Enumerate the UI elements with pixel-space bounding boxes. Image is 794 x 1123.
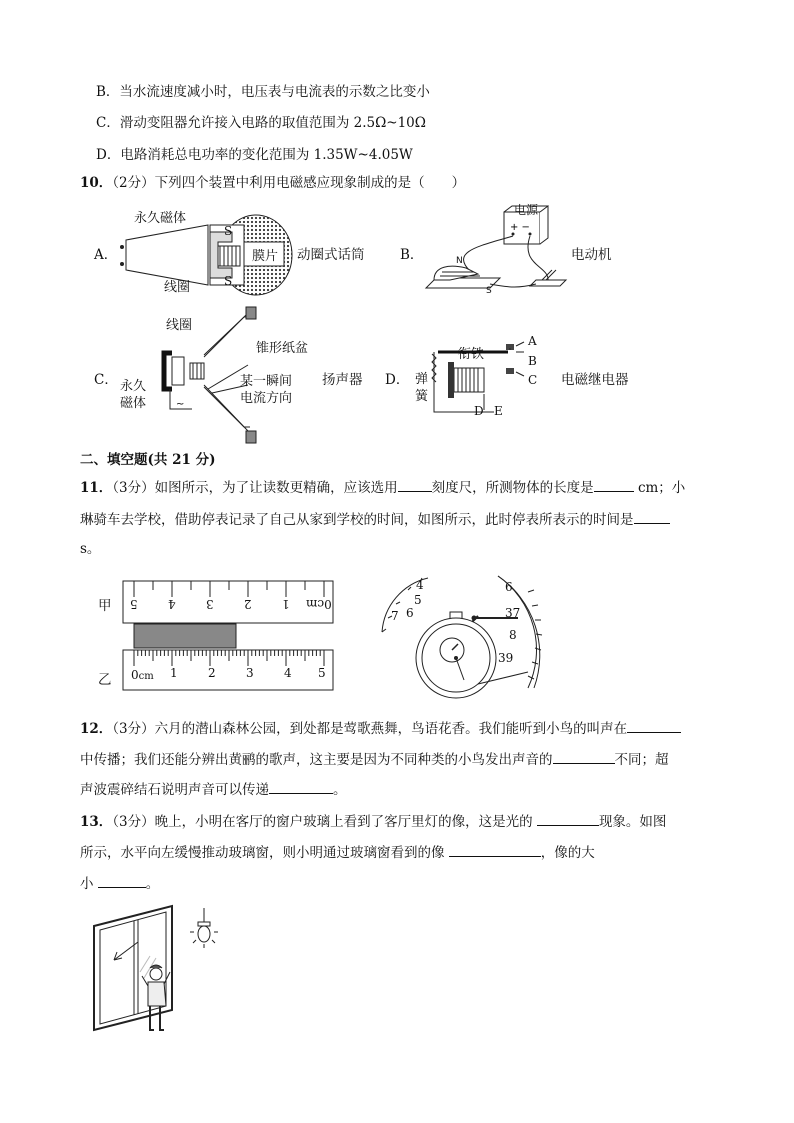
motor-s-label: S — [486, 286, 492, 296]
q9-option-c: C．滑动变阻器允许接入电路的取值范围为 2.5Ω~10Ω — [96, 115, 426, 131]
mic-magnet-label: 永久磁体 — [134, 211, 187, 226]
q12-text-2b: 不同；超 — [614, 752, 669, 768]
relay-terminal-a: A — [528, 334, 537, 348]
relay-spring-label-1: 弹 — [415, 372, 429, 387]
q11-text-2: 琳骑车去学校，借助停表记录了自己从家到学校的时间，如图所示，此时停表所表示的时间是 — [80, 512, 634, 528]
q12-blank-3[interactable] — [269, 779, 333, 794]
q10-b-letter: B． — [400, 247, 424, 263]
relay-terminal-e: E — [494, 404, 503, 418]
ruler-yi-tick-0 — [131, 668, 154, 682]
relay-terminal-c: C — [528, 373, 538, 387]
stopwatch-inner-6: 6 — [406, 606, 414, 620]
q12-text-3a: 声波震碎结石说明声音可以传递 — [80, 782, 269, 798]
q11-blank-3[interactable] — [634, 509, 670, 524]
rulers-figure — [122, 580, 336, 696]
q12-text-3b: 。 — [333, 782, 347, 798]
relay-terminal-d: D — [474, 404, 484, 418]
q11-line-3: s。 — [80, 541, 101, 557]
speaker-current-label-1: 某一瞬间 — [240, 374, 293, 389]
q11-line-1 — [80, 477, 685, 498]
relay-spring-label-2: 簧 — [415, 389, 429, 404]
ruler-yi-tick-5: 5 — [318, 666, 326, 680]
q13-blank-2[interactable] — [449, 842, 541, 857]
q10-c-name: 扬声器 — [322, 372, 363, 388]
q12-line-2 — [80, 749, 669, 770]
ruler-jia-tick-2: 2 — [244, 597, 252, 611]
q10-score: （2分） — [112, 175, 155, 191]
q13-number: 13． — [80, 814, 113, 830]
q12-blank-1[interactable] — [627, 718, 681, 733]
ruler-yi-zero: 0 — [131, 668, 139, 682]
stopwatch-outer-37: 37 — [505, 606, 521, 620]
section-title: 二、填空题(共 21 分) — [80, 452, 216, 468]
q11-text-1c: cm；小 — [637, 480, 686, 496]
q12-text-1: 六月的潜山森林公园，到处都是莺歌燕舞，鸟语花香。我们能听到小鸟的叫声在 — [154, 721, 628, 737]
motor-figure — [420, 196, 570, 310]
q10-b-name: 电动机 — [571, 247, 612, 263]
relay-arm-label: 衔铁 — [458, 347, 485, 362]
q10-number: 10． — [80, 175, 113, 191]
q11-blank-1[interactable] — [398, 477, 432, 492]
q11-number: 11． — [80, 480, 113, 496]
q12-line-3 — [80, 779, 347, 800]
q12-blank-2[interactable] — [553, 749, 615, 764]
speaker-magnet-label-1: 永久 — [120, 379, 147, 394]
q12-score: （3分） — [112, 721, 155, 737]
ruler-jia-cm: cm — [306, 597, 325, 611]
relay-terminal-b: B — [528, 354, 537, 368]
q13-text-3a: 小 — [80, 876, 94, 892]
ruler-jia-label: 甲 — [98, 598, 112, 614]
q10-a-letter: A． — [94, 247, 118, 263]
ruler-yi-tick-1: 1 — [170, 666, 178, 680]
ruler-jia-tick-0 — [306, 597, 332, 611]
motor-n-label: N — [456, 256, 463, 266]
q12-line-1 — [80, 718, 681, 739]
speaker-magnet-label-2: 磁体 — [120, 396, 147, 411]
mic-film-label: 膜片 — [252, 249, 279, 264]
ruler-jia-tick-4: 4 — [168, 597, 176, 611]
mic-s-top: S — [224, 224, 233, 238]
q13-line-3 — [80, 873, 159, 894]
q13-line-1 — [80, 811, 666, 832]
q13-text-2b: ，像的大 — [540, 845, 595, 861]
motor-power-label: 电源 — [514, 203, 539, 217]
q10-d-letter: D． — [385, 372, 410, 388]
mic-coil-label: 线圈 — [164, 280, 191, 295]
ruler-yi-label: 乙 — [98, 672, 112, 688]
q10-text: 下列四个装置中利用电磁感应现象制成的是（ ） — [154, 175, 466, 191]
svg-text:+ −: + − — [510, 222, 530, 233]
stopwatch-inner-4: 4 — [416, 578, 424, 592]
q12-text-2a: 中传播；我们还能分辨出黄鹂的歌声，这主要是因为不同种类的小鸟发出声音的 — [80, 752, 553, 768]
ruler-yi-tick-4: 4 — [284, 666, 292, 680]
ruler-jia-zero: 0 — [324, 597, 332, 611]
ruler-yi-tick-3: 3 — [246, 666, 254, 680]
q11-line-2 — [80, 509, 670, 530]
svg-text:~: ~ — [176, 399, 185, 410]
q13-blank-1[interactable] — [537, 811, 599, 826]
q13-text-2a: 所示，水平向左缓慢推动玻璃窗，则小明通过玻璃窗看到的像 — [80, 845, 445, 861]
speaker-cone-label: 锥形纸盆 — [256, 341, 309, 356]
ruler-jia-tick-3: 3 — [206, 597, 214, 611]
q11-text-1b: 刻度尺，所测物体的长度是 — [431, 480, 594, 496]
speaker-current-label-2: 电流方向 — [240, 391, 293, 406]
ruler-jia-tick-1: 1 — [282, 597, 290, 611]
stopwatch-inner-7: 7 — [391, 609, 399, 623]
q13-blank-3[interactable] — [98, 873, 146, 888]
stopwatch-outer-39: 39 — [498, 651, 514, 665]
speaker-coil-label: 线圈 — [166, 318, 193, 333]
q11-blank-2[interactable] — [594, 477, 634, 492]
stopwatch-inner-5: 5 — [414, 593, 422, 607]
stopwatch-outer-8: 8 — [509, 628, 517, 642]
stopwatch-outer-6: 6 — [505, 580, 513, 594]
q12-number: 12． — [80, 721, 113, 737]
q13-text-1a: 晚上，小明在客厅的窗户玻璃上看到了客厅里灯的像，这是光的 — [154, 814, 533, 830]
q9-option-d: D．电路消耗总电功率的变化范围为 1.35W~4.05W — [96, 147, 413, 163]
ruler-jia-tick-5: 5 — [130, 597, 138, 611]
q13-line-2 — [80, 842, 595, 863]
ruler-yi-tick-2: 2 — [208, 666, 216, 680]
ruler-yi-cm: cm — [138, 671, 154, 682]
stopwatch-figure — [378, 572, 548, 702]
q10-d-name: 电磁继电器 — [561, 372, 629, 388]
q10-c-letter: C． — [94, 372, 118, 388]
relay-figure — [430, 338, 540, 422]
mic-s-bottom: S — [224, 274, 233, 288]
window-figure — [90, 902, 230, 1046]
q11-text-1a: 如图所示，为了让读数更精确，应该选用 — [154, 480, 398, 496]
q13-text-3b: 。 — [145, 876, 160, 892]
q13-score: （3分） — [112, 814, 155, 830]
q10-a-name: 动圈式话筒 — [297, 247, 365, 263]
q9-option-b: B．当水流速度减小时，电压表与电流表的示数之比变小 — [96, 84, 430, 100]
q11-score: （3分） — [112, 480, 155, 496]
q13-text-1b: 现象。如图 — [598, 814, 667, 830]
q10-stem — [80, 173, 465, 193]
